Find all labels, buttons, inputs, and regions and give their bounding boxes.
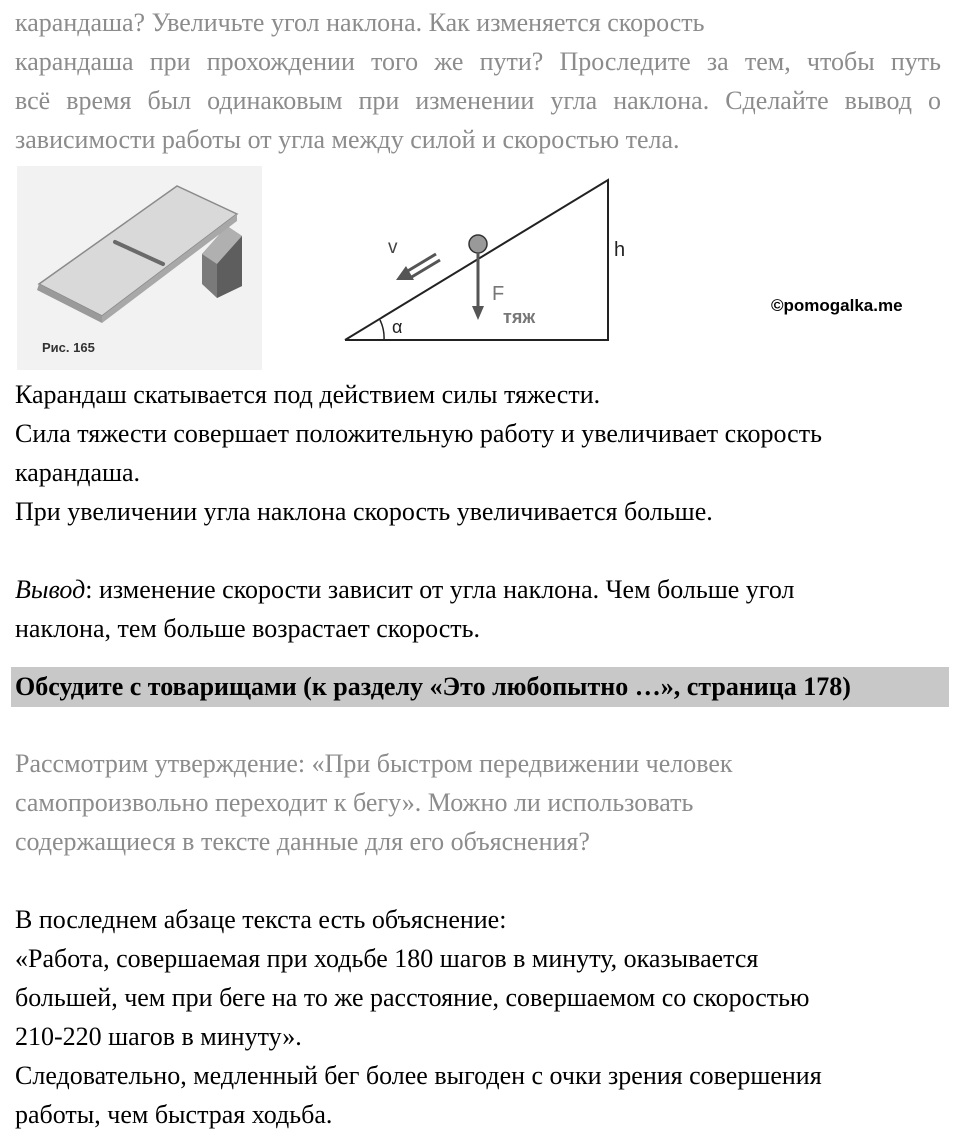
explanation-line-2: «Работа, совершаемая при ходьбе 180 шагов в минуту, оказывается xyxy=(15,944,759,973)
explanation-line-3: большей, чем при беге на то же расстояние, совершаемом со скоростью xyxy=(15,983,810,1012)
answer-line-1: Карандаш скатывается под действием силы тяжести. xyxy=(15,380,601,409)
explanation-line-5: Следовательно, медленный бег более выгоден с очки зрения совершения xyxy=(15,1061,822,1090)
explanation-line-6: работы, чем быстрая ходьба. xyxy=(15,1100,333,1129)
task-line-3: всё время был одинаковым при изменении угла наклона. Сделайте вывод о xyxy=(15,86,941,115)
answer-line-2: Сила тяжести совершает положительную работу и увеличивает скорость xyxy=(15,419,822,448)
force-label: F xyxy=(492,283,505,305)
inclined-board-photo xyxy=(17,166,262,370)
height-label: h xyxy=(614,239,626,261)
force-subscript: тяж xyxy=(503,307,536,327)
conclusion-line-2: наклона, тем больше возрастает скорость. xyxy=(15,614,480,643)
section-heading: Обсудите с товарищами (к разделу «Это любопытно …», страница 178) xyxy=(15,672,851,701)
task-line-4: зависимости работы от угла между силой и скоростью тела. xyxy=(15,125,680,154)
alpha-label: α xyxy=(392,317,403,337)
conclusion-label: Вывод xyxy=(15,575,86,604)
question-line-2: самопроизвольно переходит к бегу». Можно ли использовать xyxy=(15,788,694,817)
conclusion-line-1 xyxy=(15,575,794,605)
answer-line-3: карандаша. xyxy=(15,458,141,487)
explanation-line-1: В последнем абзаце текста есть объяснение: xyxy=(15,905,507,934)
incline-diagram xyxy=(340,168,630,348)
explanation-line-4: 210-220 шагов в минуту». xyxy=(15,1022,302,1051)
task-line-1: карандаша? Увеличьте угол наклона. Как изменяется скорость xyxy=(15,8,705,37)
task-line-2: карандаша при прохождении того же пути? Проследите за тем, чтобы путь xyxy=(15,47,941,76)
conclusion-text: : изменение скорости зависит от угла наклона. Чем больше угол xyxy=(85,575,795,604)
question-line-1: Рассмотрим утверждение: «При быстром передвижении человек xyxy=(15,749,733,778)
answer-line-4: При увеличении угла наклона скорость увеличивается больше. xyxy=(15,497,713,526)
question-line-3: содержащиеся в тексте данные для его объяснения? xyxy=(15,827,590,856)
velocity-label: v xyxy=(388,237,398,258)
figure-caption: Рис. 165 xyxy=(42,340,95,355)
watermark: ©pomogalka.me xyxy=(771,296,903,315)
